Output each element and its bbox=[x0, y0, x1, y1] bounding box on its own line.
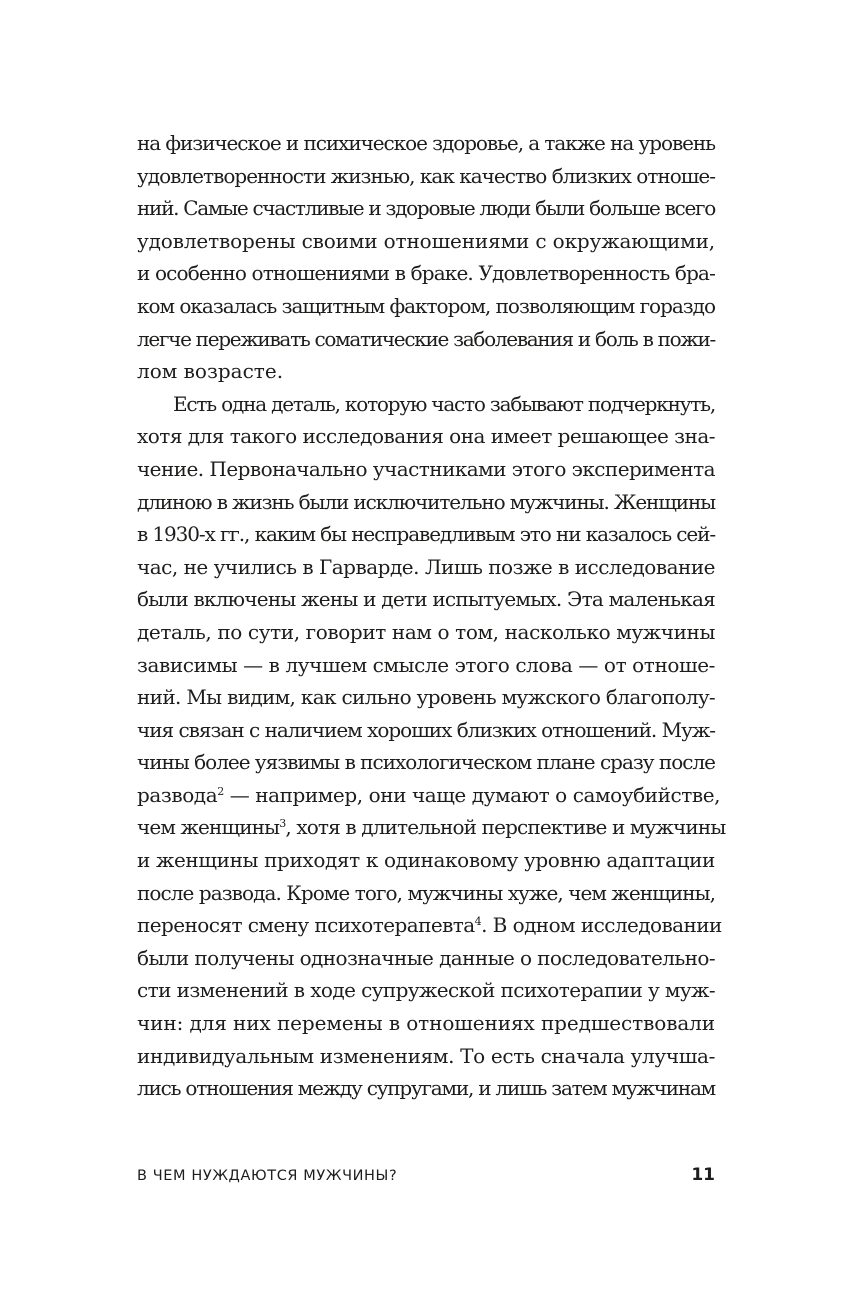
text-line: сти изменений в ходе супружеской психотерапии у муж- bbox=[137, 978, 716, 1003]
text-line: после развода. Кроме того, мужчины хуже, чем женщины, bbox=[137, 880, 716, 905]
text-segment: развода bbox=[137, 782, 218, 807]
text-line: индивидуальным изменениям. То есть сначала улучша- bbox=[137, 1043, 716, 1068]
text-line bbox=[137, 909, 722, 942]
text-line: на физическое и психическое здоровье, а также на уровень bbox=[137, 131, 715, 155]
text-line: ком оказалась защитным фактором, позволяющим гораздо bbox=[137, 293, 715, 318]
text-line: удовлетворенности жизнью, как качество близких отноше- bbox=[137, 163, 716, 188]
text-line: удовлетворены своими отношениями с окружающими, bbox=[137, 228, 715, 253]
text-line: и женщины приходят к одинаковому уровню адаптации bbox=[137, 848, 715, 873]
text-segment: — например, они чаще думают о самоубийстве, bbox=[223, 782, 721, 807]
text-line: ний. Самые счастливые и здоровые люди были больше всего bbox=[137, 196, 715, 221]
text-line: чины более уязвимы в психологическом плане сразу после bbox=[137, 750, 715, 775]
text-line: и особенно отношениями в браке. Удовлетворенность бра- bbox=[137, 261, 716, 286]
text-segment: , хотя в длительной перспективе и мужчины bbox=[285, 815, 726, 840]
text-line: деталь, по сути, говорит нам о том, насколько мужчины bbox=[137, 619, 715, 644]
text-line: ний. Мы видим, как сильно уровень мужского благополу- bbox=[137, 685, 716, 710]
text-line: чение. Первоначально участниками этого эксперимента bbox=[137, 456, 715, 481]
text-line: чия связан с наличием хороших близких отношений. Муж- bbox=[137, 717, 715, 742]
footnote-ref[interactable]: 2 bbox=[217, 784, 224, 798]
text-line: час, не учились в Гарварде. Лишь позже в исследование bbox=[137, 554, 715, 579]
text-line: хотя для такого исследования она имеет решающее зна- bbox=[137, 424, 716, 449]
text-line: были получены однозначные данные о последовательно- bbox=[137, 945, 716, 970]
text-line: лом возрасте. bbox=[137, 359, 284, 384]
text-line: Есть одна деталь, которую часто забывают подчеркнуть, bbox=[173, 391, 715, 416]
text-line: длиною в жизнь были исключительно мужчины. Женщины bbox=[137, 489, 715, 514]
text-line: в 1930-х гг., каким бы несправедливым это ни казалось сей- bbox=[137, 522, 716, 547]
text-line bbox=[137, 779, 721, 812]
text-line: чин: для них перемены в отношениях предшествовали bbox=[137, 1011, 716, 1036]
body-text bbox=[137, 127, 726, 1105]
page-number: 11 bbox=[691, 1165, 715, 1185]
running-title: В ЧЕМ НУЖДАЮТСЯ МУЖЧИНЫ? bbox=[137, 1168, 398, 1184]
text-line: лись отношения между супругами, и лишь затем мужчинам bbox=[137, 1076, 715, 1101]
text-segment: . В одном исследовании bbox=[481, 913, 722, 938]
footnote-ref[interactable]: 4 bbox=[474, 915, 482, 929]
footnote-ref[interactable]: 3 bbox=[279, 817, 286, 831]
text-line: были включены жены и дети испытуемых. Эта маленькая bbox=[137, 587, 716, 612]
text-line: зависимы — в лучшем смысле этого слова — от отноше- bbox=[137, 652, 715, 677]
text-segment: переносят смену психотерапевта bbox=[137, 913, 475, 938]
text-line: легче переживать соматические заболевания и боль в пожи- bbox=[137, 326, 715, 351]
text-line bbox=[137, 811, 726, 844]
text-segment: чем женщины bbox=[137, 815, 280, 840]
